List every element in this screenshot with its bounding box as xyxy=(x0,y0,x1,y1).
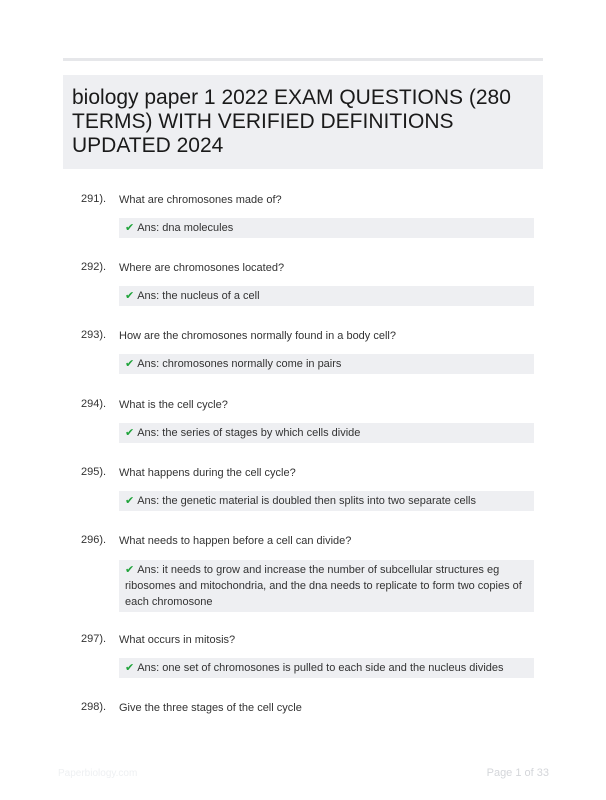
check-icon: ✔ xyxy=(125,221,135,234)
question-number: 295). xyxy=(81,466,107,478)
question-number: 297). xyxy=(81,633,107,645)
check-icon: ✔ xyxy=(125,426,135,439)
question-number: 293). xyxy=(81,329,107,341)
check-icon: ✔ xyxy=(125,289,135,302)
answer-text: Ans: the series of stages by which cells divide xyxy=(137,427,361,439)
answer-text: Ans: the nucleus of a cell xyxy=(137,290,260,302)
question-number: 294). xyxy=(81,398,107,410)
document-title: biology paper 1 2022 EXAM QUESTIONS (280 TERMS) WITH VERIFIED DEFINITIONS UPDATED 2024 xyxy=(72,86,511,157)
answer-box xyxy=(119,286,534,306)
footer-watermark: Paperbiology.com xyxy=(58,768,138,779)
check-icon: ✔ xyxy=(125,563,135,576)
question-text: Give the three stages of the cell cycle xyxy=(119,702,302,714)
answer-text: Ans: dna molecules xyxy=(137,222,234,234)
answer-box xyxy=(119,560,534,612)
check-icon: ✔ xyxy=(125,357,135,370)
answer-text: Ans: it needs to grow and increase the number of subcellular structures eg ribosomes and mitochondria, and the dna needs to replicate to form two copies of each chromosone xyxy=(125,564,522,608)
page-number: Page 1 of 33 xyxy=(486,767,549,779)
check-icon: ✔ xyxy=(125,494,135,507)
answer-box xyxy=(119,658,534,678)
question-text: What occurs in mitosis? xyxy=(119,634,236,646)
question-text: How are the chromosones normally found in a body cell? xyxy=(119,330,396,342)
question-number: 298). xyxy=(81,701,107,713)
answer-box xyxy=(119,423,534,443)
top-divider xyxy=(63,58,543,61)
check-icon: ✔ xyxy=(125,661,135,674)
title-box xyxy=(63,75,543,169)
question-number: 292). xyxy=(81,261,107,273)
question-number: 291). xyxy=(81,193,107,205)
answer-box xyxy=(119,354,534,374)
answer-box xyxy=(119,218,534,238)
question-text: What is the cell cycle? xyxy=(119,399,228,411)
answer-text: Ans: chromosones normally come in pairs xyxy=(137,358,342,370)
question-text: Where are chromosones located? xyxy=(119,262,285,274)
question-number: 296). xyxy=(81,534,107,546)
question-text: What needs to happen before a cell can divide? xyxy=(119,535,352,547)
answer-box xyxy=(119,491,534,511)
question-text: What happens during the cell cycle? xyxy=(119,467,296,479)
answer-text: Ans: the genetic material is doubled then splits into two separate cells xyxy=(137,495,476,507)
answer-text: Ans: one set of chromosones is pulled to each side and the nucleus divides xyxy=(137,662,504,674)
question-text: What are chromosones made of? xyxy=(119,194,282,206)
